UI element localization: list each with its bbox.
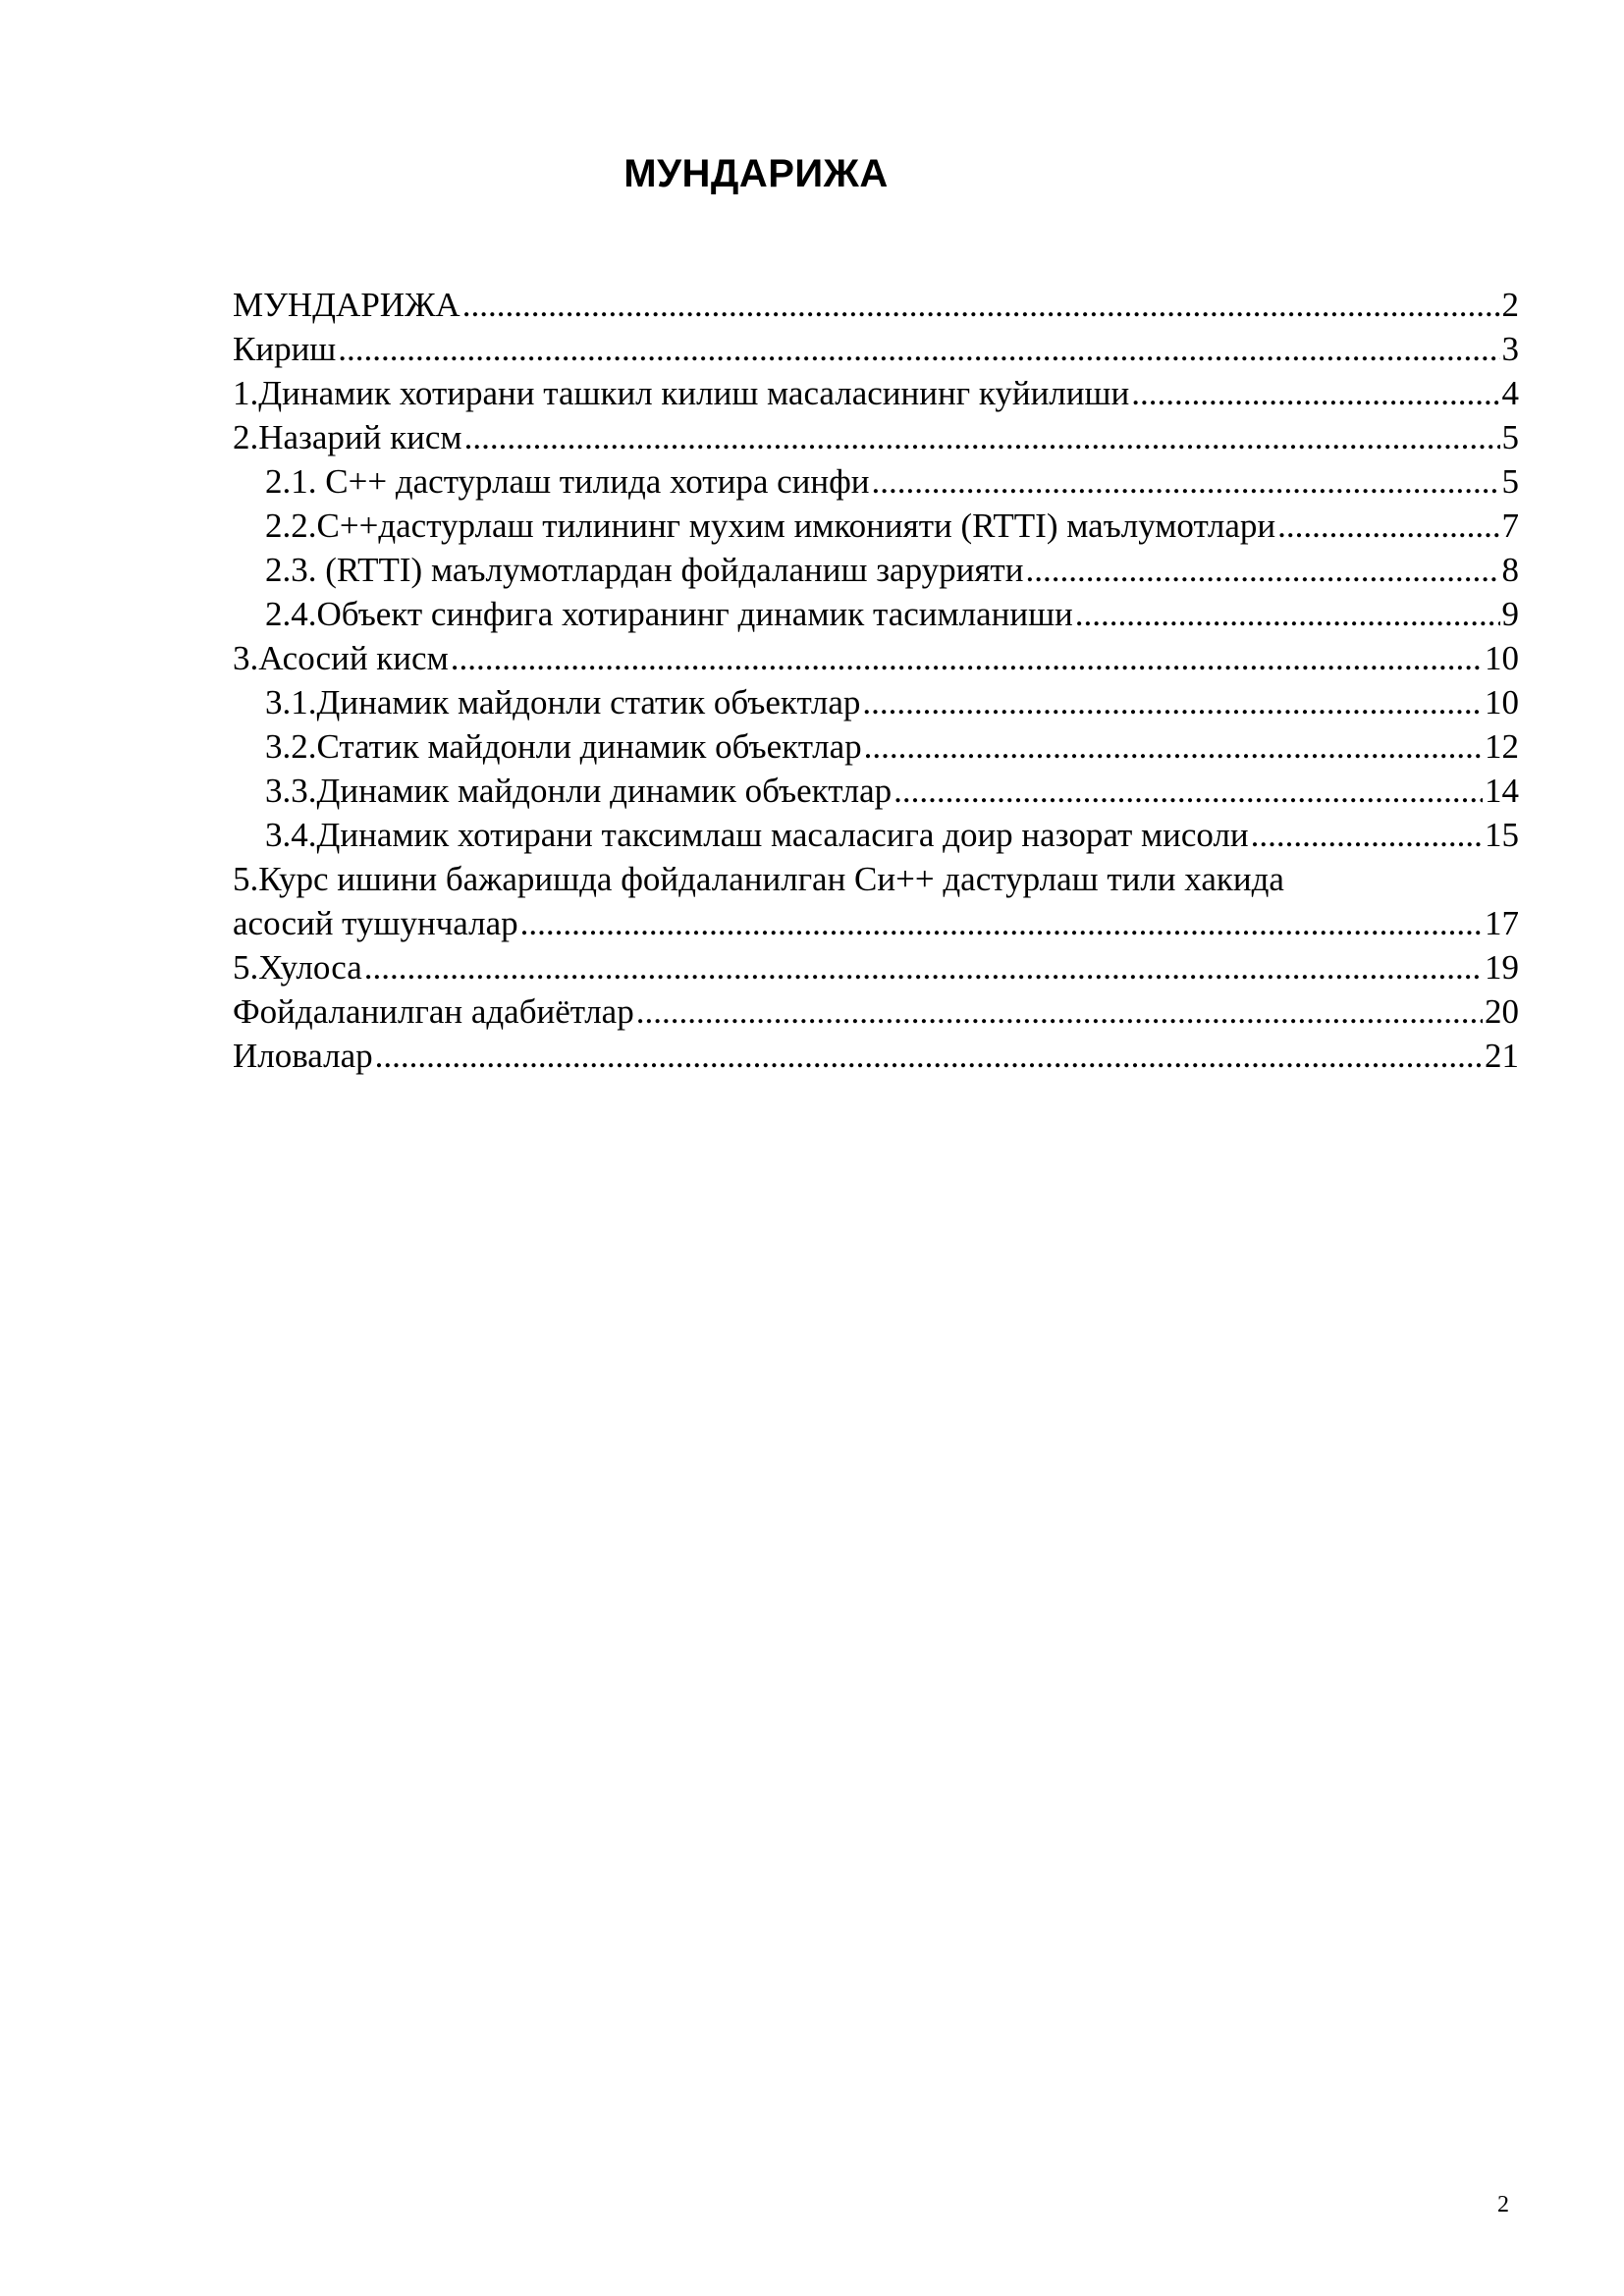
- toc-entry-page: 8: [1501, 551, 1519, 589]
- toc-entry-title: 2.2.С++дастурлаш тилининг мухим имконияти (RTTI) маълумотлари: [265, 507, 1276, 545]
- toc-entry-title: 2.Назарий кисм: [233, 418, 462, 456]
- dot-leader: [520, 901, 1483, 945]
- toc-entry-title: 2.3. (RTTI) маълумотлардан фойдаланиш зарурияти: [265, 551, 1024, 589]
- toc-entry-title: МУНДАРИЖА: [233, 286, 460, 324]
- toc-subentry[interactable]: [233, 813, 1519, 857]
- page-number: 2: [1497, 2192, 1509, 2217]
- toc-entry-page: 21: [1485, 1037, 1519, 1075]
- toc-entry-page: 10: [1485, 639, 1519, 677]
- toc-entry-title: асосий тушунчалар: [233, 904, 518, 942]
- toc-subentry[interactable]: [233, 680, 1519, 724]
- dot-leader: [462, 283, 1500, 327]
- table-of-contents: [233, 283, 1519, 1078]
- dot-leader: [1277, 504, 1499, 548]
- toc-entry-title: 2.4.Объект синфига хотиранинг динамик тасимланиши: [265, 595, 1073, 633]
- toc-entry-title: 3.Асосий кисм: [233, 639, 449, 677]
- toc-entry[interactable]: [233, 415, 1519, 459]
- toc-entry-page: 4: [1501, 374, 1519, 412]
- toc-entry-title: 3.1.Динамик майдонли статик объектлар: [265, 683, 861, 721]
- toc-entry[interactable]: [233, 371, 1519, 415]
- dot-leader: [451, 636, 1483, 680]
- dot-leader: [464, 415, 1500, 459]
- toc-entry[interactable]: [233, 945, 1519, 989]
- toc-subentry[interactable]: [233, 504, 1519, 548]
- dot-leader: [375, 1034, 1483, 1078]
- toc-entry-page: 3: [1501, 330, 1519, 368]
- dot-leader: [636, 989, 1483, 1034]
- toc-entry-multiline[interactable]: [233, 857, 1519, 945]
- toc-entry-title: Иловалар: [233, 1037, 373, 1075]
- toc-entry-title: 3.3.Динамик майдонли динамик объектлар: [265, 772, 893, 810]
- toc-entry-page: 10: [1485, 683, 1519, 721]
- dot-leader: [364, 945, 1483, 989]
- toc-entry-page: 9: [1501, 595, 1519, 633]
- toc-entry-title: Фойдаланилган адабиётлар: [233, 992, 634, 1031]
- toc-entry[interactable]: [233, 636, 1519, 680]
- toc-entry-title: 2.1. С++ дастурлаш тилида хотира синфи: [265, 462, 870, 501]
- toc-entry-page: 17: [1485, 904, 1519, 942]
- toc-entry-title: Кириш: [233, 330, 337, 368]
- dot-leader: [893, 769, 1483, 813]
- toc-entry-page: 2: [1501, 286, 1519, 324]
- toc-entry-page: 20: [1485, 992, 1519, 1031]
- toc-entry-title: 3.2.Статик майдонли динамик объектлар: [265, 727, 862, 766]
- toc-entry-page: 7: [1501, 507, 1519, 545]
- toc-entry-page: 5: [1501, 418, 1519, 456]
- toc-entry-page: 19: [1485, 948, 1519, 987]
- dot-leader: [1075, 592, 1500, 636]
- toc-subentry[interactable]: [233, 592, 1519, 636]
- toc-entry-page: 14: [1485, 772, 1519, 810]
- toc-entry[interactable]: [233, 989, 1519, 1034]
- toc-entry-page: 5: [1501, 462, 1519, 501]
- dot-leader: [1251, 813, 1483, 857]
- toc-entry-title: 5.Хулоса: [233, 948, 362, 987]
- toc-subentry[interactable]: [233, 724, 1519, 769]
- dot-leader: [1025, 548, 1499, 592]
- toc-subentry[interactable]: [233, 548, 1519, 592]
- toc-entry-page: 15: [1485, 816, 1519, 854]
- toc-entry-title-line1: 5.Курс ишини бажаришда фойдаланилган Си++ дастурлаш тили хакида: [233, 860, 1284, 898]
- toc-subentry[interactable]: [233, 459, 1519, 504]
- toc-entry-title: 3.4.Динамик хотирани таксимлаш масаласига доир назорат мисоли: [265, 816, 1249, 854]
- toc-entry-title: 1.Динамик хотирани ташкил килиш масаласининг куйилиши: [233, 374, 1130, 412]
- dot-leader: [1131, 371, 1499, 415]
- page-title: МУНДАРИЖА: [623, 152, 889, 195]
- toc-entry-page: 12: [1485, 727, 1519, 766]
- toc-entry[interactable]: [233, 283, 1519, 327]
- dot-leader: [338, 327, 1499, 371]
- toc-subentry[interactable]: [233, 769, 1519, 813]
- toc-entry-continuation: [233, 901, 1519, 945]
- dot-leader: [864, 724, 1483, 769]
- dot-leader: [872, 459, 1500, 504]
- toc-entry[interactable]: [233, 327, 1519, 371]
- toc-entry[interactable]: [233, 1034, 1519, 1078]
- dot-leader: [862, 680, 1483, 724]
